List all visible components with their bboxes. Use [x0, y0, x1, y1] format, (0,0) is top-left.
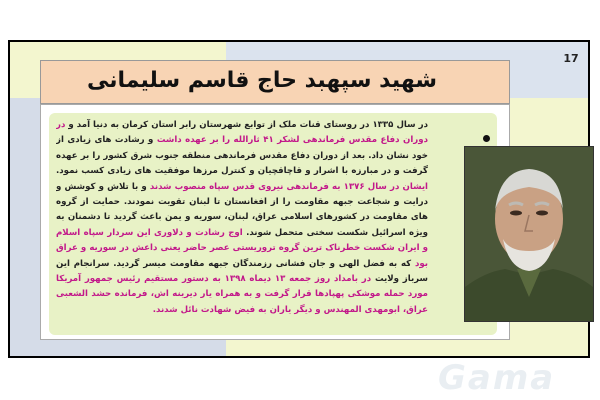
highlighted-text-segment: در بامداد روز جمعه ۱۳ دیماه ۱۳۹۸ به دستور مستقیم رئیس جمهور آمریکا مورد حمله موشکی پهپادها قرار گرفت و به همراه یار دیرینه اش، فرمانده حشد الشعبی عراق، ابومهدی المهندس و دیگر یاران به فیض شهادت نائل شدند. [56, 274, 428, 315]
text-segment: و با تلاش و کوشش و درایت و شجاعت جبهه مقاومت را از افغانستان تا لبنان تقویت نمودند. حمایت از گروه های مقاومت در کشورهای اسلامی عراق، لبنان، سوریه و یمن باعث گردید تا دشمنان به ویژه اسرائیل شکست سختی متحمل شوند. [56, 181, 428, 238]
page-number: 17 [563, 52, 579, 65]
highlighted-text-segment: ایشان در سال ۱۳۷۶ به فرماندهی نیروی قدس سپاه منصوب شدند [149, 181, 428, 192]
text-segment: در سال ۱۳۳۵ در روستای قنات ملک از توابع شهرستان رابر استان کرمان به دنیا آمد و [65, 120, 428, 130]
portrait-photo [464, 146, 594, 322]
highlighted-text-segment: در دوران دفاع مقدس فرماندهی لشکر ۴۱ ثارالله را بر عهده داشت [56, 120, 428, 146]
title-box [40, 60, 510, 104]
watermark-logo: Gama [438, 358, 556, 398]
text-segment: و رشادت های زیادی از خود نشان داد. بعد از دوران دفاع مقدس فرماندهی منطقه جنوب شرق کشور را بر عهده گرفت و در مبارزه با اشرار و قاچاقچیان و کنترل مرزها موفقیت های زیادی کسب نمود. [56, 135, 428, 177]
slide-title: شهید سپهبد حاج قاسم سلیمانی [87, 68, 437, 93]
text-segment: که به فضل الهی و جان فشانی رزمندگان جبهه مقاومت میسر گردید. سرانجام این سرباز ولایت [56, 258, 428, 285]
portrait-icon [465, 147, 593, 321]
highlighted-text-segment: اوج رشادت و دلاوری این سردار سپاه اسلام و ایران شکست خطرناک ترین گروه تروریستی عصر حاضر یعنی داعش در سوریه و عراق بود [56, 227, 428, 269]
bullet-icon [483, 135, 490, 142]
biography-paragraph [56, 118, 428, 340]
